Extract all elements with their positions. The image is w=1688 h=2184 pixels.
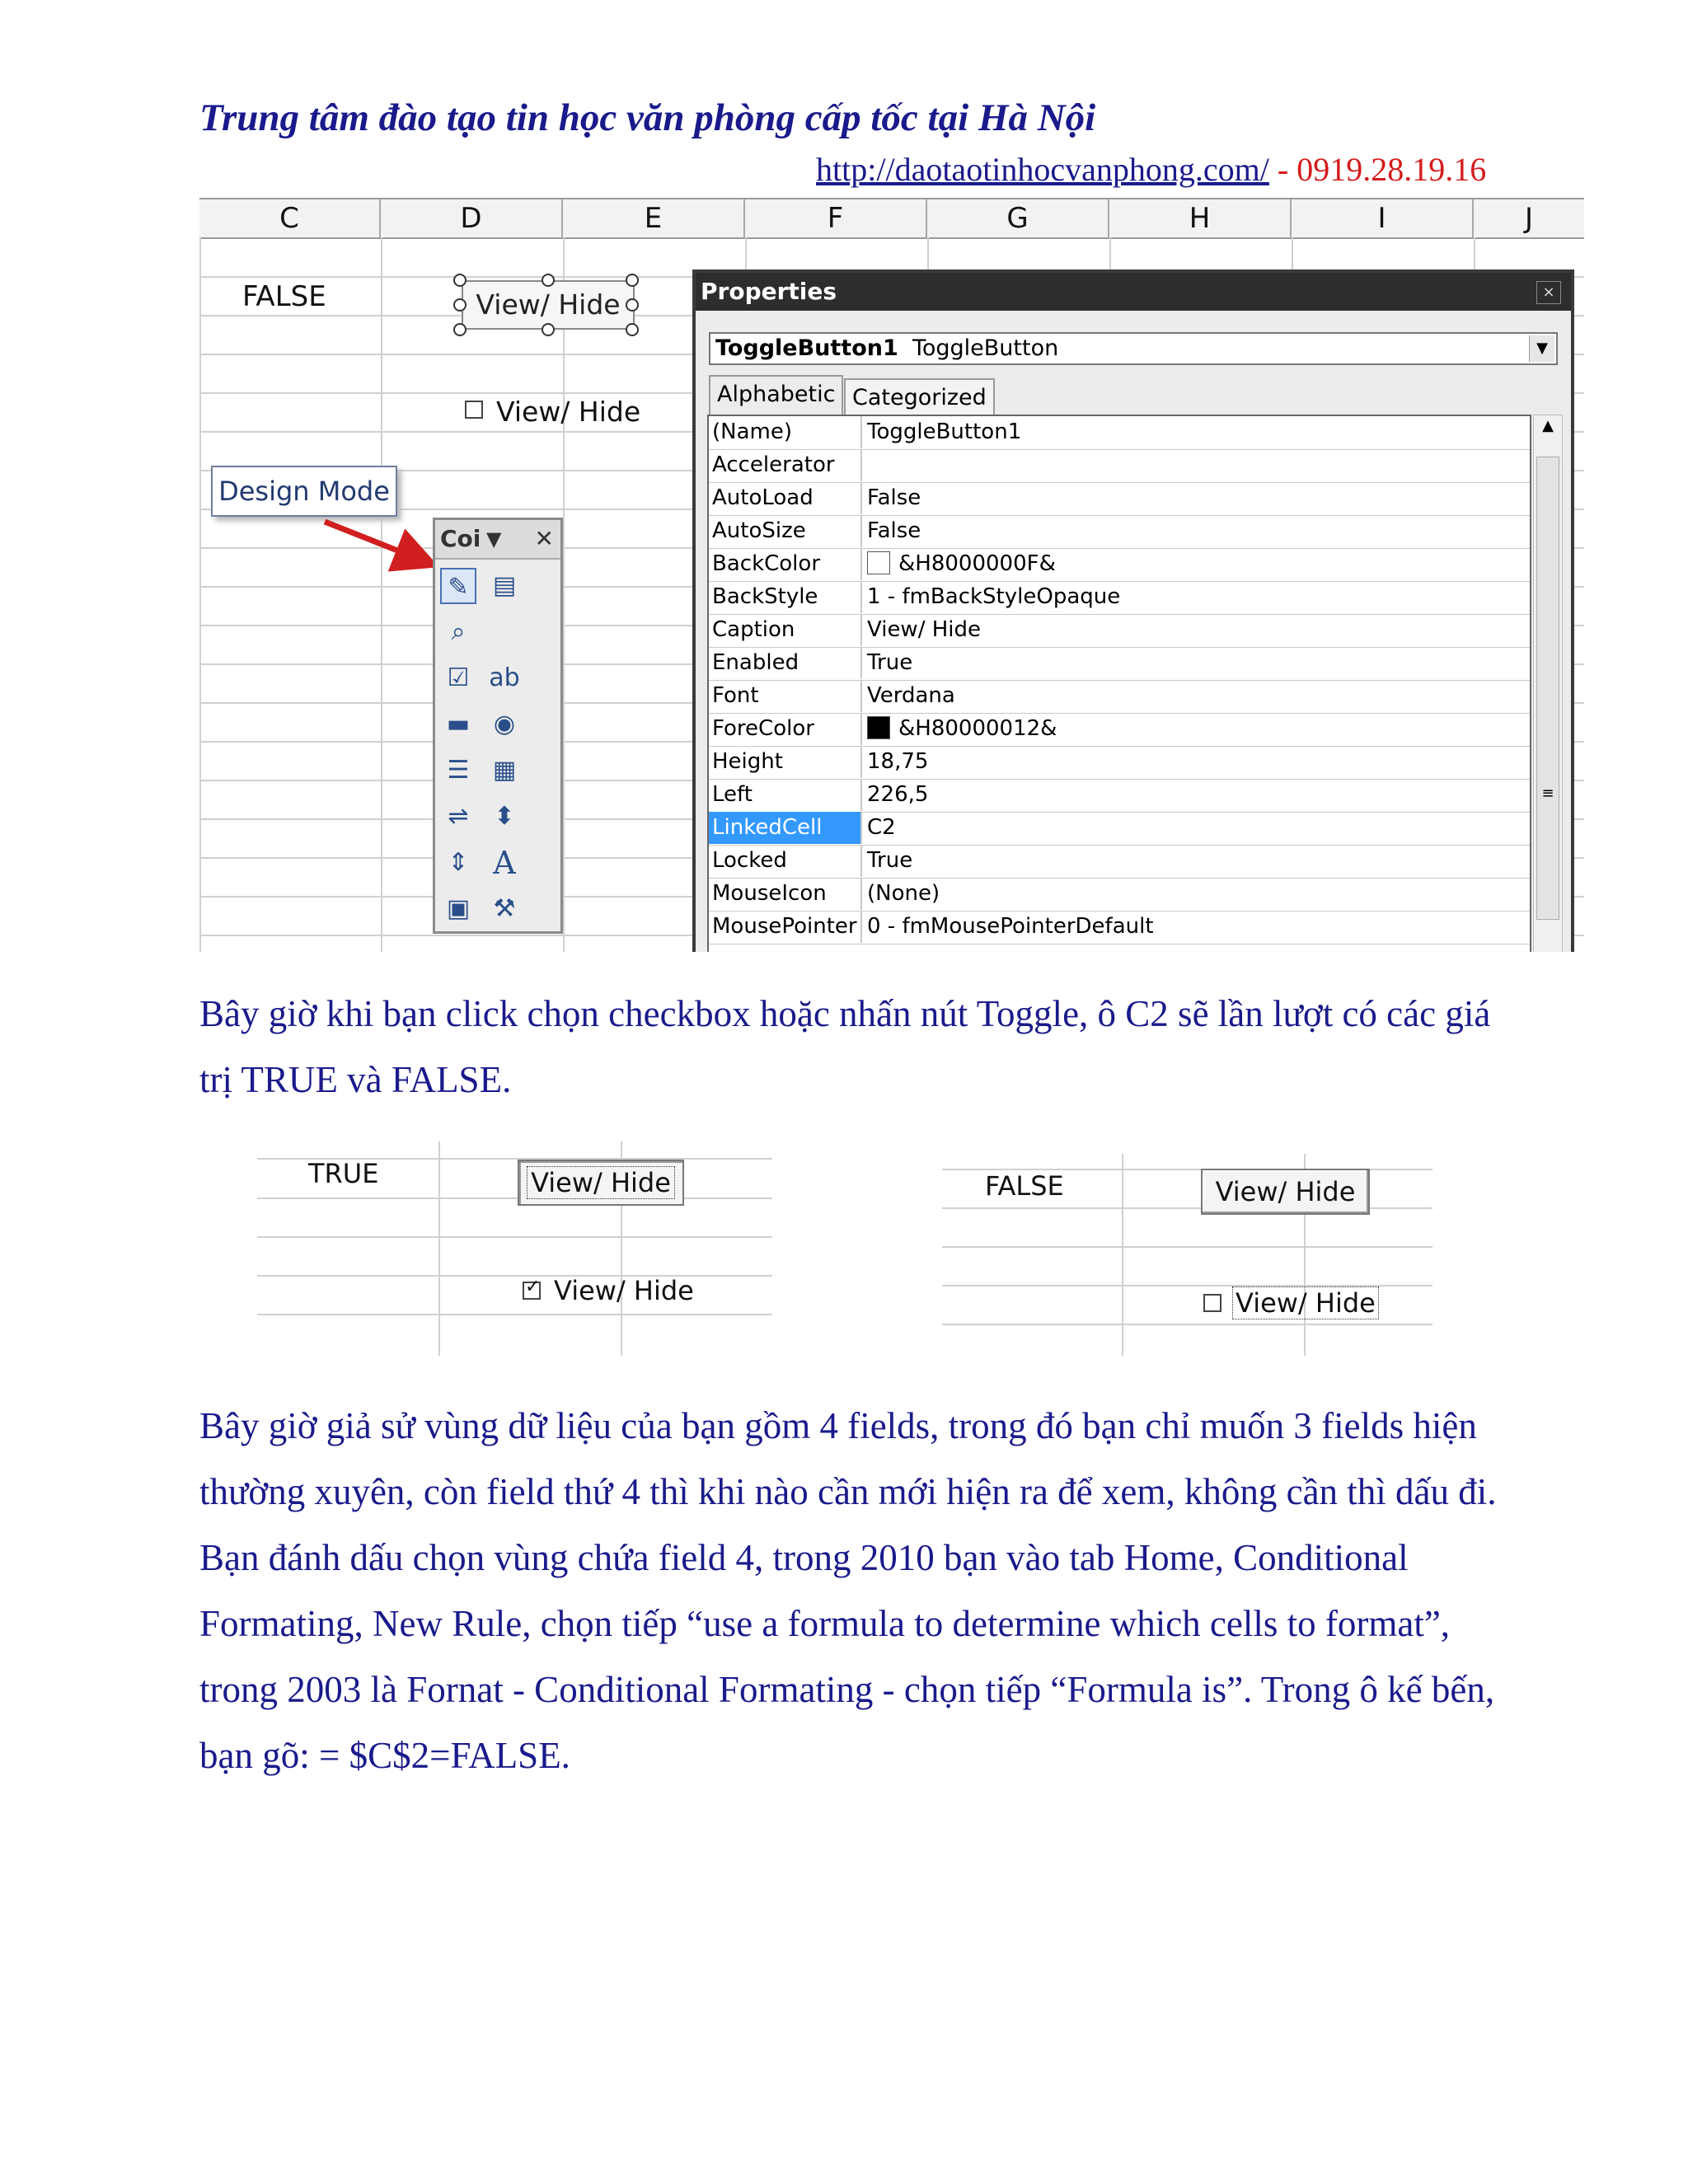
property-name: MouseIcon: [709, 878, 862, 910]
property-value[interactable]: False: [867, 485, 921, 510]
header-separator: -: [1268, 151, 1297, 188]
resize-handle[interactable]: [453, 323, 467, 336]
label-tool-icon[interactable]: A: [493, 845, 516, 881]
property-name: (Name): [709, 416, 862, 448]
toggle-button-tool-icon[interactable]: ⇌: [448, 802, 469, 831]
property-name: Accelerator: [709, 449, 862, 481]
property-value[interactable]: 0 - fmMousePointerDefault: [867, 914, 1154, 939]
cell-c2-value[interactable]: FALSE: [985, 1170, 1064, 1202]
phone-number: 0919.28.19.16: [1296, 151, 1487, 188]
property-row[interactable]: [709, 911, 1531, 944]
property-name: ForeColor: [709, 713, 862, 745]
checkbox-design[interactable]: [465, 401, 483, 419]
website-link[interactable]: http://daotaotinhocvanphong.com/: [816, 151, 1269, 188]
cell-c2-value[interactable]: FALSE: [242, 280, 326, 313]
check-icon: ✓: [525, 1277, 541, 1297]
property-value[interactable]: (None): [867, 881, 940, 906]
spin-button-tool-icon[interactable]: ⬍: [494, 802, 515, 831]
header-title: Trung tâm đào tạo tin học văn phòng cấp tốc tại Hà Nội: [199, 96, 1096, 139]
scroll-grip-icon: ≡: [1541, 785, 1554, 802]
grid-line: [199, 237, 201, 952]
resize-handle[interactable]: [453, 274, 467, 287]
property-scrollbar[interactable]: [1533, 415, 1563, 952]
grid-line: [438, 1141, 440, 1356]
toolbox-title-bar[interactable]: [435, 520, 560, 560]
property-name: Left: [709, 779, 862, 811]
scroll-up-icon[interactable]: ▲: [1542, 417, 1554, 434]
property-row[interactable]: [709, 845, 1531, 879]
property-row[interactable]: [709, 647, 1531, 681]
property-name: Enabled: [709, 647, 862, 679]
example-true-screenshot: [257, 1141, 772, 1356]
column-header-h[interactable]: H: [1109, 199, 1292, 237]
property-value[interactable]: C2: [867, 815, 896, 840]
paragraph-1: Bây giờ khi bạn click chọn checkbox hoặc nhấn nút Toggle, ô C2 sẽ lần lượt có các giá trị TRUE và FALSE.: [199, 993, 1491, 1100]
object-name: ToggleButton1: [715, 335, 898, 361]
toolbox-title: Coi: [440, 525, 481, 552]
checkbox-caption: View/ Hide: [1232, 1286, 1379, 1319]
property-row[interactable]: [709, 878, 1531, 912]
column-header-i[interactable]: I: [1292, 199, 1474, 237]
property-row[interactable]: [709, 713, 1531, 747]
toggle-caption: View/ Hide: [527, 1166, 675, 1199]
resize-handle[interactable]: [542, 323, 555, 336]
grid-line: [563, 237, 565, 952]
column-header-d[interactable]: D: [381, 199, 563, 237]
property-row[interactable]: [709, 779, 1531, 813]
checkbox-checked[interactable]: [523, 1277, 541, 1300]
listbox-tool-icon[interactable]: ☰: [447, 756, 470, 785]
property-row-selected[interactable]: [709, 812, 1531, 846]
option-button-tool-icon[interactable]: ◉: [493, 710, 516, 738]
checkbox-unchecked[interactable]: [1203, 1294, 1221, 1312]
grid-line: [257, 1275, 772, 1277]
property-name: Font: [709, 680, 862, 712]
resize-handle[interactable]: [626, 274, 639, 287]
view-code-icon[interactable]: ⌕: [451, 617, 466, 646]
resize-handle[interactable]: [453, 298, 467, 312]
column-header-row: [199, 198, 1584, 239]
scrollbar-tool-icon[interactable]: ⇕: [448, 848, 469, 877]
property-value[interactable]: False: [867, 518, 921, 543]
column-header-j[interactable]: J: [1524, 202, 1534, 235]
design-mode-icon[interactable]: ✎: [440, 568, 476, 604]
property-name: LinkedCell: [709, 812, 862, 844]
property-value[interactable]: 226,5: [867, 782, 929, 807]
resize-handle[interactable]: [626, 323, 639, 336]
property-row[interactable]: [709, 515, 1531, 549]
properties-window: [692, 269, 1574, 952]
property-name: Caption: [709, 614, 862, 646]
property-name: Height: [709, 746, 862, 778]
object-selector[interactable]: [709, 332, 1558, 365]
properties-icon[interactable]: ▤: [492, 571, 517, 600]
color-swatch: [867, 551, 890, 574]
property-name: AutoLoad: [709, 482, 862, 514]
property-value[interactable]: [867, 713, 1057, 745]
property-name: MousePointer: [709, 911, 862, 943]
property-value[interactable]: True: [867, 848, 913, 873]
checkbox-tool-icon[interactable]: ☑: [447, 663, 470, 692]
property-row[interactable]: [709, 680, 1531, 714]
resize-handle[interactable]: [626, 298, 639, 312]
column-header-f[interactable]: F: [745, 199, 927, 237]
grid-line: [942, 1246, 1432, 1248]
grid-line: [257, 1197, 772, 1199]
chevron-down-icon[interactable]: ▼: [1529, 335, 1554, 362]
grid-line: [381, 237, 382, 952]
column-header-c[interactable]: C: [199, 199, 381, 237]
property-grid: [707, 415, 1531, 952]
property-value[interactable]: [867, 548, 1056, 580]
combobox-tool-icon[interactable]: ▦: [492, 756, 517, 785]
pointer-arrow: [315, 515, 438, 573]
color-swatch: [867, 716, 890, 739]
object-type: ToggleButton: [912, 335, 1059, 361]
control-toolbox: [433, 518, 563, 934]
property-value[interactable]: 1 - fmBackStyleOpaque: [867, 584, 1121, 609]
property-row[interactable]: [709, 416, 1531, 450]
textbox-tool-icon[interactable]: ab: [489, 663, 520, 692]
checkbox-label: View/ Hide: [554, 1275, 694, 1306]
property-value[interactable]: Verdana: [867, 683, 955, 708]
property-row[interactable]: [709, 449, 1531, 483]
tab-alphabetic[interactable]: Alphabetic: [709, 375, 843, 415]
property-value-text: &H8000000F&: [898, 551, 1056, 576]
excel-screenshot: [199, 198, 1584, 952]
design-mode-callout: Design Mode: [211, 466, 397, 517]
header-contact: [816, 150, 1486, 189]
close-icon[interactable]: ×: [1536, 281, 1561, 304]
example-false-screenshot: [942, 1154, 1432, 1356]
checkbox-label: View/ Hide: [496, 396, 641, 428]
grid-line: [942, 1324, 1432, 1325]
property-value[interactable]: ToggleButton1: [867, 419, 1022, 444]
command-button-tool-icon[interactable]: ▬: [446, 710, 471, 738]
property-row[interactable]: [709, 581, 1531, 615]
scroll-thumb[interactable]: [1536, 457, 1559, 920]
property-name: BackStyle: [709, 581, 862, 613]
property-row[interactable]: [709, 482, 1531, 516]
chevron-down-icon[interactable]: ▼: [486, 527, 502, 551]
property-value[interactable]: True: [867, 650, 913, 675]
tab-categorized[interactable]: Categorized: [844, 378, 995, 415]
image-tool-icon[interactable]: ▣: [446, 894, 471, 923]
more-controls-icon[interactable]: ⚒: [493, 894, 516, 923]
grid-line: [257, 1236, 772, 1238]
close-icon[interactable]: ✕: [534, 525, 554, 552]
property-name: BackColor: [709, 548, 862, 580]
property-value[interactable]: View/ Hide: [867, 617, 981, 642]
grid-line: [257, 1314, 772, 1315]
property-value-text: &H80000012&: [898, 716, 1057, 741]
toggle-button[interactable]: View/ Hide: [1201, 1169, 1370, 1215]
toggle-button-pressed[interactable]: [518, 1160, 684, 1206]
column-header-e[interactable]: E: [563, 199, 745, 237]
paragraph-2: Bây giờ giả sử vùng dữ liệu của bạn gồm 4 fields, trong đó bạn chỉ muốn 3 fields hiện thường xuyên, còn field thứ 4 thì khi nào cần mới hiện ra để xem, không cần thì dấu đi. Bạn đánh dấu chọn vùng chứa field 4, trong 2010 bạn vào tab Home, Conditional Formating, New Rule, chọn tiếp “use a formula to determine which cells to format”, trong 2003 là Fornat - Conditional Formating - chọn tiếp “Formula is”. Trong ô kế bến, bạn gõ: = $C$2=FALSE.: [199, 1405, 1497, 1776]
grid-line: [1122, 1154, 1123, 1356]
cell-c2-value[interactable]: TRUE: [308, 1158, 379, 1189]
toggle-button-design[interactable]: View/ Hide: [462, 280, 635, 330]
checkbox-label: [1232, 1287, 1379, 1319]
property-value[interactable]: 18,75: [867, 749, 929, 774]
property-row[interactable]: [709, 746, 1531, 780]
property-row[interactable]: [709, 548, 1531, 582]
property-name: Locked: [709, 845, 862, 877]
resize-handle[interactable]: [542, 274, 555, 287]
property-row[interactable]: [709, 614, 1531, 648]
property-name: AutoSize: [709, 515, 862, 547]
properties-title: Properties: [696, 273, 1571, 311]
column-header-g[interactable]: G: [927, 199, 1109, 237]
